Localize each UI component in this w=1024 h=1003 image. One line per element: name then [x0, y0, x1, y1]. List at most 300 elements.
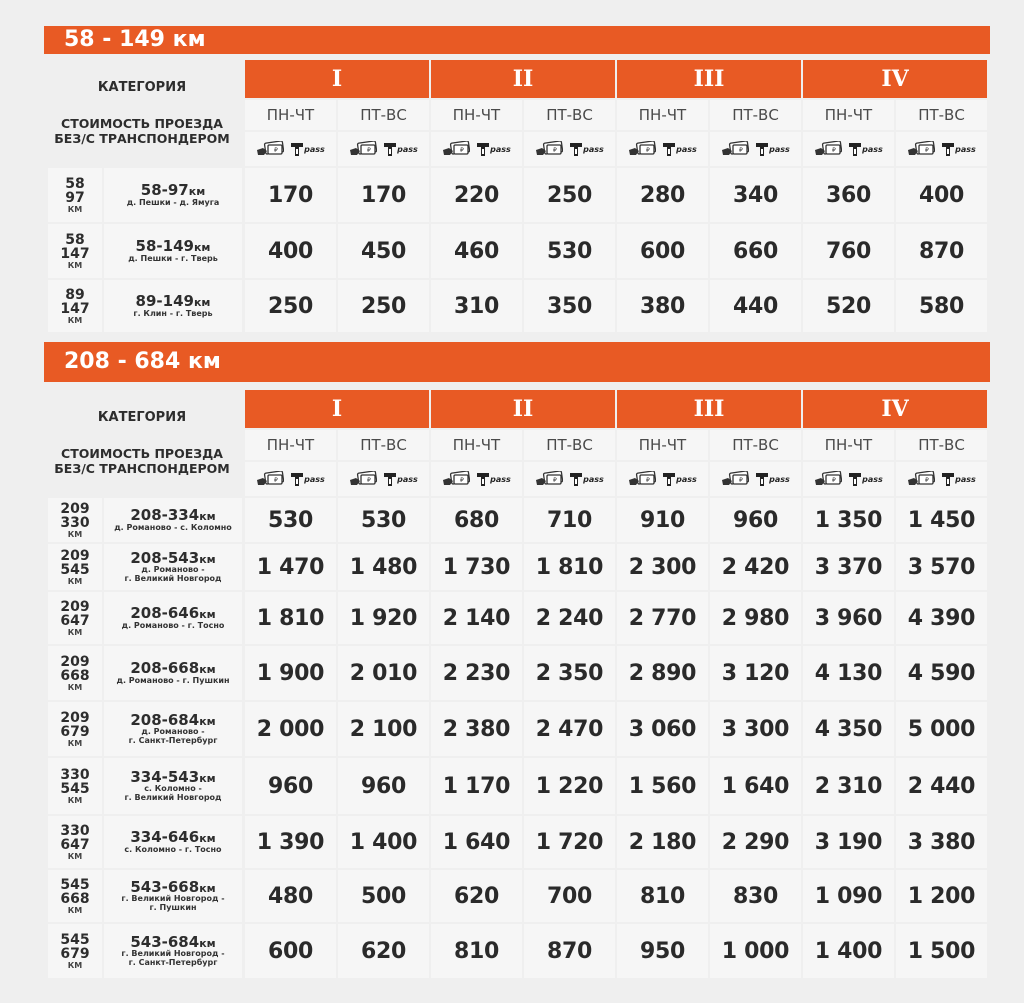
svg-text:₽: ₽	[460, 147, 464, 154]
price-cell: 450	[338, 224, 429, 278]
price-cell: 250	[338, 280, 429, 332]
route-range-unit: км	[199, 662, 216, 676]
cost-label-line2: БЕЗ/С ТРАНСПОНДЕРОМ	[54, 131, 230, 146]
km-to: 330	[60, 514, 90, 531]
route-range-unit: км	[199, 831, 216, 845]
price-cell: 1 640	[431, 816, 522, 868]
svg-text:₽: ₽	[832, 477, 836, 484]
payment-icons	[338, 462, 429, 496]
route-places: г. Великий Новгород -	[121, 949, 225, 959]
category-header-2: II	[431, 390, 615, 428]
cash-card-icon	[256, 471, 284, 487]
price-cell: 380	[617, 280, 708, 332]
route-range-value: 58-97	[140, 180, 189, 199]
transponder-pass-icon	[290, 141, 325, 157]
price-cell: 530	[524, 224, 615, 278]
price-cell: 960	[710, 498, 801, 542]
price-cell: 830	[710, 870, 801, 922]
price-cell: 620	[431, 870, 522, 922]
day-header: ПН-ЧТ	[617, 430, 708, 460]
price-cell: 1 920	[338, 592, 429, 644]
route-range	[135, 291, 211, 310]
price-cell: 1 400	[338, 816, 429, 868]
route-places: г. Клин - г. Тверь	[133, 308, 213, 318]
price-cell: 440	[710, 280, 801, 332]
route-range-value: 543-668	[130, 877, 200, 896]
transponder-pass-icon	[755, 471, 790, 487]
category-header-4: IV	[803, 60, 987, 98]
svg-text:₽: ₽	[646, 477, 650, 484]
route-range-unit: км	[193, 240, 211, 254]
km-from: 58	[65, 231, 85, 248]
price-cell: 350	[524, 280, 615, 332]
km-marker	[48, 646, 102, 700]
km-from: 58	[65, 175, 85, 192]
price-cell: 870	[524, 924, 615, 978]
km-from: 209	[60, 547, 90, 564]
km-from: 209	[60, 598, 90, 615]
route-range-value: 208-543	[130, 548, 200, 567]
route-range-unit: км	[199, 771, 216, 785]
payment-icons	[896, 462, 987, 496]
transponder-pass-icon	[662, 471, 697, 487]
price-cell: 2 980	[710, 592, 801, 644]
route-places: д. Романово - г. Пушкин	[116, 675, 230, 685]
payment-icons	[896, 132, 987, 166]
price-cell: 4 350	[803, 702, 894, 756]
route-cell	[104, 870, 242, 922]
day-header: ПН-ЧТ	[803, 100, 894, 130]
svg-text:₽: ₽	[367, 147, 371, 154]
price-cell: 1 450	[896, 498, 987, 542]
day-header: ПТ-ВС	[338, 100, 429, 130]
price-cell: 2 310	[803, 758, 894, 814]
day-header: ПТ-ВС	[338, 430, 429, 460]
cash-card-icon	[814, 471, 842, 487]
km-marker	[48, 702, 102, 756]
svg-text:₽: ₽	[553, 147, 557, 154]
route-places: с. Коломно -	[144, 784, 202, 794]
price-cell: 280	[617, 168, 708, 222]
svg-text:₽: ₽	[832, 147, 836, 154]
price-cell: 580	[896, 280, 987, 332]
cash-card-icon	[907, 471, 935, 487]
price-cell: 2 180	[617, 816, 708, 868]
price-cell: 400	[896, 168, 987, 222]
price-cell: 810	[617, 870, 708, 922]
pass-text: pass	[397, 474, 418, 484]
route-range	[130, 548, 216, 567]
km-to: 679	[60, 723, 90, 740]
svg-text:₽: ₽	[274, 477, 278, 484]
cash-card-icon	[535, 141, 563, 157]
km-to: 668	[60, 667, 90, 684]
price-cell: 2 290	[710, 816, 801, 868]
route-range-unit: км	[199, 881, 216, 895]
price-cell: 520	[803, 280, 894, 332]
km-from: 209	[60, 709, 90, 726]
price-cell: 1 900	[245, 646, 336, 700]
route-range-value: 334-543	[130, 767, 200, 786]
price-cell: 170	[338, 168, 429, 222]
price-cell: 220	[431, 168, 522, 222]
svg-text:₽: ₽	[739, 477, 743, 484]
section-banner: 208 - 684 км	[44, 342, 990, 382]
price-cell: 1 090	[803, 870, 894, 922]
price-cell: 700	[524, 870, 615, 922]
km-unit: КМ	[67, 960, 83, 970]
pass-text: pass	[583, 474, 604, 484]
transponder-pass-icon	[476, 471, 511, 487]
price-cell: 870	[896, 224, 987, 278]
price-cell: 2 440	[896, 758, 987, 814]
route-places: д. Пешки - д. Ямуга	[126, 197, 220, 207]
price-cell: 660	[710, 224, 801, 278]
route-range	[135, 236, 211, 255]
route-cell	[104, 224, 242, 278]
price-cell: 2 890	[617, 646, 708, 700]
route-cell	[104, 924, 242, 978]
pass-text: pass	[397, 144, 418, 154]
km-to: 147	[60, 300, 90, 317]
price-cell: 2 000	[245, 702, 336, 756]
km-marker	[48, 544, 102, 590]
svg-text:₽: ₽	[646, 147, 650, 154]
route-cell	[104, 168, 242, 222]
pass-text: pass	[769, 474, 790, 484]
km-to: 545	[60, 780, 90, 797]
category-header-3: III	[617, 390, 801, 428]
day-header: ПН-ЧТ	[245, 100, 336, 130]
km-unit: КМ	[67, 851, 83, 861]
route-range	[130, 658, 216, 677]
cost-label	[44, 446, 240, 476]
price-cell: 2 770	[617, 592, 708, 644]
km-to: 545	[60, 561, 90, 578]
price-cell: 2 420	[710, 544, 801, 590]
km-marker	[48, 168, 102, 222]
day-header: ПТ-ВС	[896, 430, 987, 460]
price-cell: 760	[803, 224, 894, 278]
cash-card-icon	[628, 141, 656, 157]
price-cell: 1 480	[338, 544, 429, 590]
route-range	[130, 932, 216, 951]
transponder-pass-icon	[290, 471, 325, 487]
cash-card-icon	[628, 471, 656, 487]
category-label: КАТЕГОРИЯ	[97, 410, 187, 425]
price-cell: 480	[245, 870, 336, 922]
payment-icons	[524, 462, 615, 496]
category-header-2: II	[431, 60, 615, 98]
payment-icons	[431, 462, 522, 496]
price-cell: 170	[245, 168, 336, 222]
price-cell: 950	[617, 924, 708, 978]
svg-text:₽: ₽	[925, 477, 929, 484]
payment-icons	[524, 132, 615, 166]
km-marker	[48, 758, 102, 814]
pass-text: pass	[676, 144, 697, 154]
pass-text: pass	[490, 144, 511, 154]
cash-card-icon	[442, 141, 470, 157]
km-from: 545	[60, 876, 90, 893]
transponder-pass-icon	[383, 141, 418, 157]
route-range-unit: км	[188, 184, 206, 198]
price-cell: 360	[803, 168, 894, 222]
route-cell	[104, 816, 242, 868]
price-cell: 1 000	[710, 924, 801, 978]
km-unit: КМ	[67, 576, 83, 586]
km-from: 330	[60, 766, 90, 783]
route-range-unit: км	[199, 607, 216, 621]
price-cell: 1 350	[803, 498, 894, 542]
cash-card-icon	[349, 141, 377, 157]
price-cell: 4 590	[896, 646, 987, 700]
price-cell: 2 140	[431, 592, 522, 644]
route-range	[130, 505, 216, 524]
price-cell: 810	[431, 924, 522, 978]
route-range-unit: км	[199, 936, 216, 950]
day-header: ПТ-ВС	[524, 100, 615, 130]
price-cell: 680	[431, 498, 522, 542]
price-cell: 2 010	[338, 646, 429, 700]
svg-text:₽: ₽	[460, 477, 464, 484]
pass-text: pass	[862, 474, 883, 484]
day-header: ПТ-ВС	[524, 430, 615, 460]
km-to: 647	[60, 612, 90, 629]
price-cell: 1 220	[524, 758, 615, 814]
route-cell	[104, 758, 242, 814]
km-to: 97	[65, 189, 85, 206]
day-header: ПН-ЧТ	[803, 430, 894, 460]
transponder-pass-icon	[662, 141, 697, 157]
route-cell	[104, 544, 242, 590]
price-cell: 3 570	[896, 544, 987, 590]
pass-text: pass	[769, 144, 790, 154]
km-unit: КМ	[67, 529, 83, 539]
route-range	[130, 877, 216, 896]
cash-card-icon	[814, 141, 842, 157]
svg-text:₽: ₽	[925, 147, 929, 154]
route-cell	[104, 280, 242, 332]
route-range-value: 208-646	[130, 603, 200, 622]
transponder-pass-icon	[476, 141, 511, 157]
price-cell: 310	[431, 280, 522, 332]
price-cell: 3 190	[803, 816, 894, 868]
day-header: ПН-ЧТ	[617, 100, 708, 130]
route-range	[130, 710, 216, 729]
cash-card-icon	[442, 471, 470, 487]
price-cell: 620	[338, 924, 429, 978]
cash-card-icon	[907, 141, 935, 157]
price-cell: 2 470	[524, 702, 615, 756]
price-cell: 1 200	[896, 870, 987, 922]
price-cell: 1 810	[524, 544, 615, 590]
route-places: д. Романово - г. Тосно	[121, 620, 225, 630]
route-range	[140, 180, 206, 199]
price-cell: 910	[617, 498, 708, 542]
route-range	[130, 767, 216, 786]
price-cell: 3 960	[803, 592, 894, 644]
price-cell: 3 380	[896, 816, 987, 868]
payment-icons	[803, 462, 894, 496]
route-range-value: 334-646	[130, 827, 200, 846]
payment-icons	[710, 462, 801, 496]
price-cell: 1 720	[524, 816, 615, 868]
pass-text: pass	[955, 144, 976, 154]
pass-text: pass	[490, 474, 511, 484]
route-range-unit: км	[193, 295, 211, 309]
price-cell: 2 380	[431, 702, 522, 756]
payment-icons	[245, 462, 336, 496]
price-cell: 3 060	[617, 702, 708, 756]
route-places: д. Романово -	[141, 565, 205, 575]
cost-label	[44, 116, 240, 146]
price-cell: 400	[245, 224, 336, 278]
price-cell: 2 100	[338, 702, 429, 756]
cash-card-icon	[535, 471, 563, 487]
km-to: 147	[60, 245, 90, 262]
cash-card-icon	[256, 141, 284, 157]
payment-icons	[338, 132, 429, 166]
pass-text: pass	[304, 144, 325, 154]
km-unit: КМ	[67, 905, 83, 915]
price-cell: 710	[524, 498, 615, 542]
km-from: 209	[60, 500, 90, 517]
price-cell: 1 500	[896, 924, 987, 978]
price-cell: 960	[338, 758, 429, 814]
day-header: ПН-ЧТ	[431, 100, 522, 130]
km-marker	[48, 924, 102, 978]
price-cell: 1 400	[803, 924, 894, 978]
price-cell: 3 370	[803, 544, 894, 590]
svg-text:₽: ₽	[367, 477, 371, 484]
km-unit: КМ	[67, 627, 83, 637]
route-places: г. Санкт-Петербург	[128, 957, 218, 967]
km-to: 647	[60, 836, 90, 853]
transponder-pass-icon	[848, 471, 883, 487]
price-cell: 1 560	[617, 758, 708, 814]
km-marker	[48, 280, 102, 332]
transponder-pass-icon	[848, 141, 883, 157]
price-cell: 1 810	[245, 592, 336, 644]
price-cell: 1 170	[431, 758, 522, 814]
km-unit: КМ	[67, 738, 83, 748]
km-from: 330	[60, 822, 90, 839]
cost-label-line1: СТОИМОСТЬ ПРОЕЗДА	[61, 446, 223, 461]
cash-card-icon	[349, 471, 377, 487]
route-places: д. Романово - с. Коломно	[114, 522, 232, 532]
price-cell: 530	[245, 498, 336, 542]
km-to: 679	[60, 945, 90, 962]
pass-text: pass	[862, 144, 883, 154]
transponder-pass-icon	[383, 471, 418, 487]
price-cell: 2 240	[524, 592, 615, 644]
day-header: ПТ-ВС	[710, 100, 801, 130]
route-range	[130, 827, 216, 846]
price-cell: 2 300	[617, 544, 708, 590]
route-range-unit: км	[199, 552, 216, 566]
km-from: 545	[60, 931, 90, 948]
section-banner: 58 - 149 км	[44, 26, 990, 54]
price-cell: 1 470	[245, 544, 336, 590]
route-places: с. Коломно - г. Тосно	[124, 844, 222, 854]
route-places: г. Великий Новгород	[124, 792, 222, 802]
svg-text:₽: ₽	[274, 147, 278, 154]
category-header-1: I	[245, 60, 429, 98]
price-cell: 600	[245, 924, 336, 978]
cost-label-line1: СТОИМОСТЬ ПРОЕЗДА	[61, 116, 223, 131]
payment-icons	[710, 132, 801, 166]
route-range-value: 208-684	[130, 710, 200, 729]
price-cell: 960	[245, 758, 336, 814]
transponder-pass-icon	[569, 141, 604, 157]
payment-icons	[431, 132, 522, 166]
route-places: г. Великий Новгород -	[121, 894, 225, 904]
category-header-4: IV	[803, 390, 987, 428]
route-places: г. Санкт-Петербург	[128, 735, 218, 745]
price-cell: 250	[245, 280, 336, 332]
km-marker	[48, 592, 102, 644]
price-cell: 2 230	[431, 646, 522, 700]
pass-text: pass	[955, 474, 976, 484]
day-header: ПТ-ВС	[710, 430, 801, 460]
transponder-pass-icon	[755, 141, 790, 157]
route-places: г. Великий Новгород	[124, 573, 222, 583]
route-range	[130, 603, 216, 622]
route-range-value: 208-668	[130, 658, 200, 677]
pass-text: pass	[304, 474, 325, 484]
payment-icons	[245, 132, 336, 166]
route-range-value: 208-334	[130, 505, 200, 524]
pass-text: pass	[676, 474, 697, 484]
km-from: 89	[65, 286, 85, 303]
category-header-1: I	[245, 390, 429, 428]
payment-icons	[617, 462, 708, 496]
km-unit: КМ	[67, 315, 83, 325]
payment-icons	[803, 132, 894, 166]
category-header-3: III	[617, 60, 801, 98]
km-marker	[48, 224, 102, 278]
route-cell	[104, 646, 242, 700]
cash-card-icon	[721, 471, 749, 487]
price-cell: 5 000	[896, 702, 987, 756]
cost-label-line2: БЕЗ/С ТРАНСПОНДЕРОМ	[54, 461, 230, 476]
price-cell: 460	[431, 224, 522, 278]
km-unit: КМ	[67, 204, 83, 214]
price-cell: 250	[524, 168, 615, 222]
route-cell	[104, 702, 242, 756]
km-marker	[48, 816, 102, 868]
payment-icons	[617, 132, 708, 166]
price-cell: 3 300	[710, 702, 801, 756]
price-cell: 530	[338, 498, 429, 542]
route-range-value: 543-684	[130, 932, 200, 951]
svg-text:₽: ₽	[553, 477, 557, 484]
day-header: ПН-ЧТ	[431, 430, 522, 460]
price-cell: 2 350	[524, 646, 615, 700]
km-marker	[48, 870, 102, 922]
price-cell: 500	[338, 870, 429, 922]
price-cell: 1 730	[431, 544, 522, 590]
route-cell	[104, 592, 242, 644]
route-range-value: 89-149	[135, 291, 194, 310]
transponder-pass-icon	[941, 471, 976, 487]
km-from: 209	[60, 653, 90, 670]
cash-card-icon	[721, 141, 749, 157]
day-header: ПН-ЧТ	[245, 430, 336, 460]
km-unit: КМ	[67, 682, 83, 692]
route-places: д. Романово -	[141, 727, 205, 737]
